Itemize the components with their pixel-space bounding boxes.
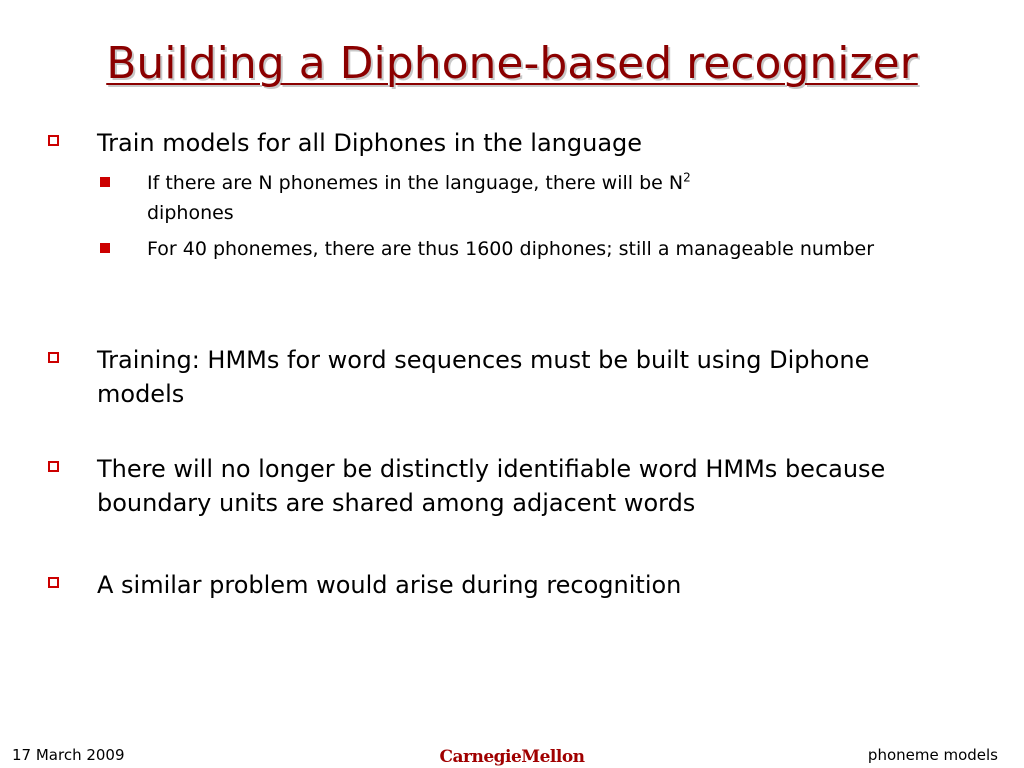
footer-topic: phoneme models xyxy=(867,746,998,764)
slide-title: Building a Diphone-based recognizer xyxy=(106,38,918,89)
superscript-exponent: 2 xyxy=(683,170,691,185)
bullet-text: There will no longer be distinctly identifiable word HMMs because boundary units are shared among adjacent words xyxy=(97,455,886,517)
bullet-text: A similar problem would arise during recognition xyxy=(97,571,682,599)
sub-bullet-text xyxy=(147,168,887,228)
hollow-square-bullet-icon xyxy=(48,577,59,588)
carnegie-mellon-logo: CarnegieMellon xyxy=(439,747,585,767)
bullet-text: Training: HMMs for word sequences must be built using Diphone models xyxy=(97,346,870,408)
hollow-square-bullet-icon xyxy=(48,352,59,363)
hollow-square-bullet-icon xyxy=(48,461,59,472)
sub-bullet-text: For 40 phonemes, there are thus 1600 diphones; still a manageable number xyxy=(147,238,875,260)
filled-square-bullet-icon xyxy=(100,243,110,253)
hollow-square-bullet-icon xyxy=(48,135,59,146)
sub-bullet-text-continued: diphones xyxy=(147,202,234,224)
bullet-text: Train models for all Diphones in the language xyxy=(97,129,643,157)
filled-square-bullet-icon xyxy=(100,177,110,187)
sub-bullet-text-main: If there are N phonemes in the language, there will be N xyxy=(147,172,684,194)
footer-date: 17 March 2009 xyxy=(12,746,125,764)
